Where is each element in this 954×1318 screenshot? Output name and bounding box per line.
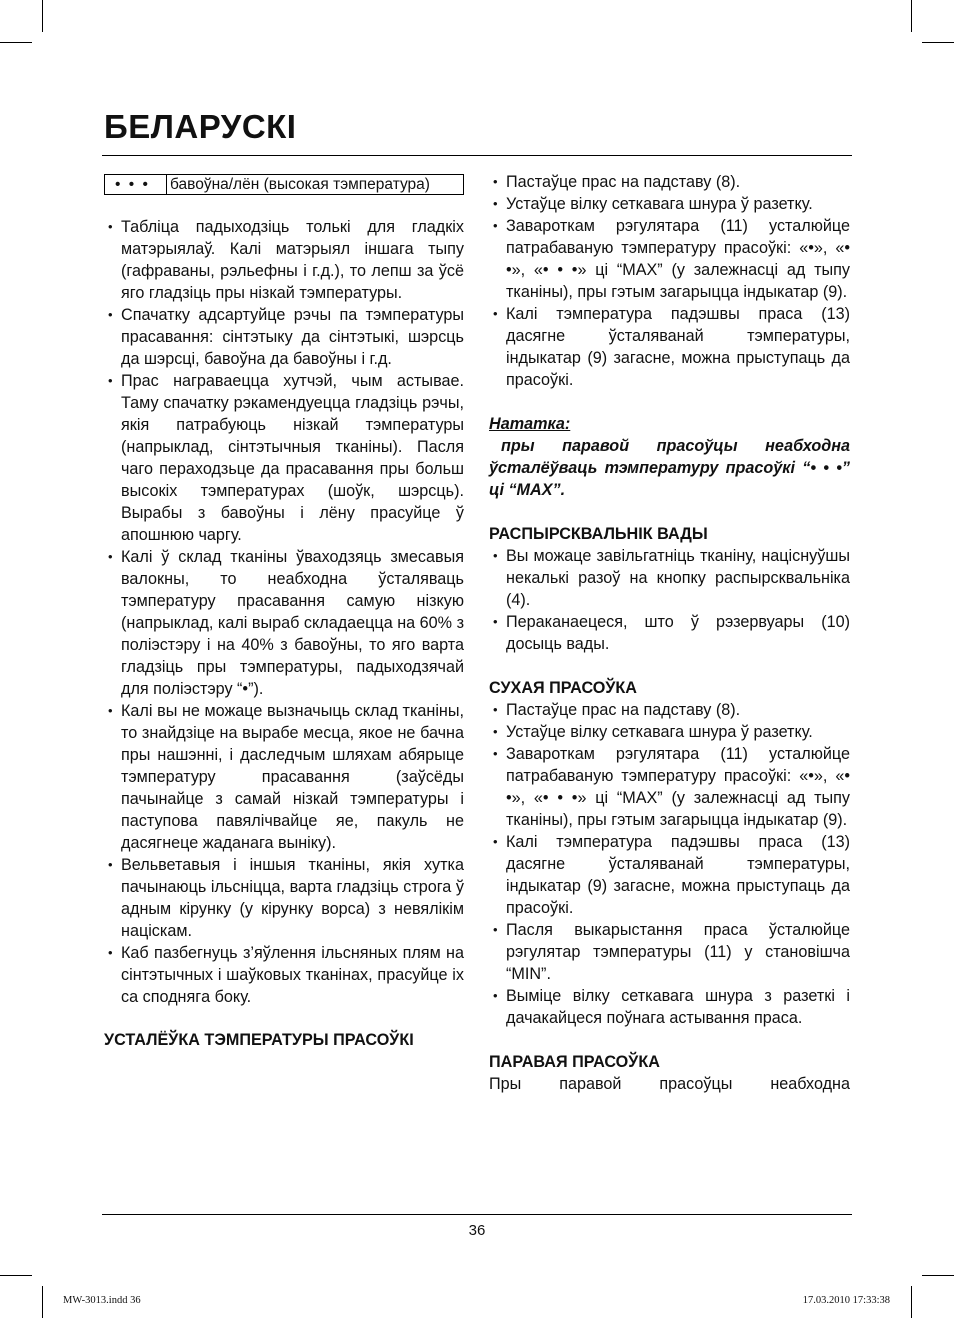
list-item: • Калі ў склад тканіны ўваходзяць змесавыя валокны, то неабходна ўсталяваць тэмпературу прасавання самую нізкую (напрыклад, калі выраб складаецца на 60% з поліэстэру і на 40% з бавоўны, то яго варта гладзіць пры тэмпературы, падыходзячай для поліэстэру “•”). (104, 546, 464, 700)
crop-mark (911, 0, 912, 32)
list-item: • Табліца падыходзіць толькі для гладкіх матэрыялаў. Калі матэрыял іншага тыпу (гафраваны, рэльефны і г.д.), то лепш за ўсё яго гладзіць пры нізкай тэмпературы. (104, 216, 464, 304)
list-item: • Завароткам рэгулятара (11) усталюйце патрабаваную тэмпературу прасоўкі: «•», «• •», «• • •» ці “MAX” (у залежнасці ад тыпу тканіны), пры гэтым загарыцца індыкатар (9). (489, 215, 850, 303)
crop-mark (0, 42, 32, 43)
list-item: • Пераканаецеся, што ў рэзервуары (10) досыць вады. (489, 611, 850, 655)
list-item: • Вы можаце завільгатніць тканіну, націснуўшы некалькі разоў на кнопку распырсквальніка (4). (489, 545, 850, 611)
list-item: • Пастаўце прас на падставу (8). (489, 171, 850, 193)
table-row (105, 175, 464, 195)
crop-mark (922, 1275, 954, 1276)
list-item: • Завароткам рэгулятара (11) усталюйце патрабаваную тэмпературу прасоўкі: «•», «• •», «• • •» ці “MAX” (у залежнасці ад тыпу тканіны), пры гэтым загарыцца індыкатар (9). (489, 743, 850, 831)
temperature-dots: • • • (105, 175, 167, 195)
section-heading-dry-ironing: СУХАЯ ПРАСОЎКА (489, 679, 637, 697)
page-number: 36 (468, 1222, 486, 1239)
crop-mark (0, 1275, 32, 1276)
setup-list (489, 171, 850, 391)
crop-mark (911, 1286, 912, 1318)
list-item: • Прас награваецца хутчэй, чым астывае. Таму спачатку рэкамендуецца гладзіць рэчы, якія патрабуюць нізкай тэмпературы (напрыклад, сінтэтычныя тканіны). Пасля чаго пераходзьце да прасавання пры больш высокіх тэмпературах (шоўк, шэрсць). Вырабы з бавоўны і лёну прасуйце ў апошнюю чаргу. (104, 370, 464, 546)
fabric-text: бавоўна/лён (высокая тэмпература) (167, 175, 464, 195)
page-title: БЕЛАРУСКІ (104, 108, 297, 145)
list-item: • Каб пазбегнуць з’яўлення ільсняных плям на сінтэтычных і шаўковых тканінах, прасуйце іх са споднягa боку. (104, 942, 464, 1008)
spray-list (489, 545, 850, 655)
section-heading-spray: РАСПЫРСКВАЛЬНІК ВАДЫ (489, 525, 708, 543)
list-item: • Устаўце вілку сеткавага шнура ў разетку. (489, 721, 850, 743)
header-rule (102, 155, 852, 156)
list-item: • Калі тэмпература падэшвы праса (13) дасягне ўсталяванай тэмпературы, індыкатар (9) загасне, можна прыступаць да прасоўкі. (489, 303, 850, 391)
crop-mark (42, 1286, 43, 1318)
list-item: • Пасля выкарыстання праса ўсталюйце рэгулятар тэмпературы (11) у становішча “MIN”. (489, 919, 850, 985)
footer-rule (102, 1214, 852, 1215)
list-item: • Калі тэмпература падэшвы праса (13) дасягне ўсталяванай тэмпературы, індыкатар (9) загасне, можна прыступаць да прасоўкі. (489, 831, 850, 919)
crop-mark (42, 0, 43, 32)
tips-list (104, 216, 464, 1008)
steam-text: Пры паравой прасоўцы неабходна (489, 1075, 850, 1093)
list-item: • Устаўце вілку сеткавага шнура ў разетку. (489, 193, 850, 215)
left-column (104, 174, 464, 1051)
note-heading: Нататка: (489, 415, 571, 433)
crop-mark (922, 42, 954, 43)
section-heading-steam-ironing: ПАРАВАЯ ПРАСОЎКА (489, 1053, 660, 1071)
dry-ironing-list (489, 699, 850, 1029)
section-heading-temperature: УСТАЛЁЎКА ТЭМПЕРАТУРЫ ПРАСОЎКІ (104, 1031, 414, 1049)
temperature-table (104, 174, 464, 195)
list-item: • Вельветавыя і іншыя тканіны, якія хутка пачынаюць ільсніцца, варта гладзіць строга ў адным кірунку (у кірунку ворса) з невялікім націскам. (104, 854, 464, 942)
right-column (489, 171, 850, 1095)
list-item: • Спачатку адсартуйце рэчы па тэмпературы прасавання: сінтэтыку да сінтэтыкі, шэрсць да шэрсці, бавоўна да бавоўны і г.д. (104, 304, 464, 370)
list-item: • Пастаўце прас на падставу (8). (489, 699, 850, 721)
footer-timestamp: 17.03.2010 17:33:38 (802, 1295, 890, 1306)
list-item: • Выміце вілку сеткавага шнура з разеткі і дачакайцеся поўнага астывання праса. (489, 985, 850, 1029)
note-text: пры паравой прасоўцы неабходна ўсталёўваць тэмпературу прасоўкі “• • •” ці “MAX”. (489, 437, 850, 499)
footer-file: MW-3013.indd 36 (63, 1295, 141, 1306)
list-item: • Калі вы не можаце вызначыць склад тканіны, то знайдзіце на вырабе месца, якое не бачна пры нашэнні, і даследчым шляхам абярыце тэмпературу прасавання (заўсёды пачынайце з самай нізкай тэмпературы і паступова павялічвайце яе, пакуль не дасягнеце жаданага выніку). (104, 700, 464, 854)
